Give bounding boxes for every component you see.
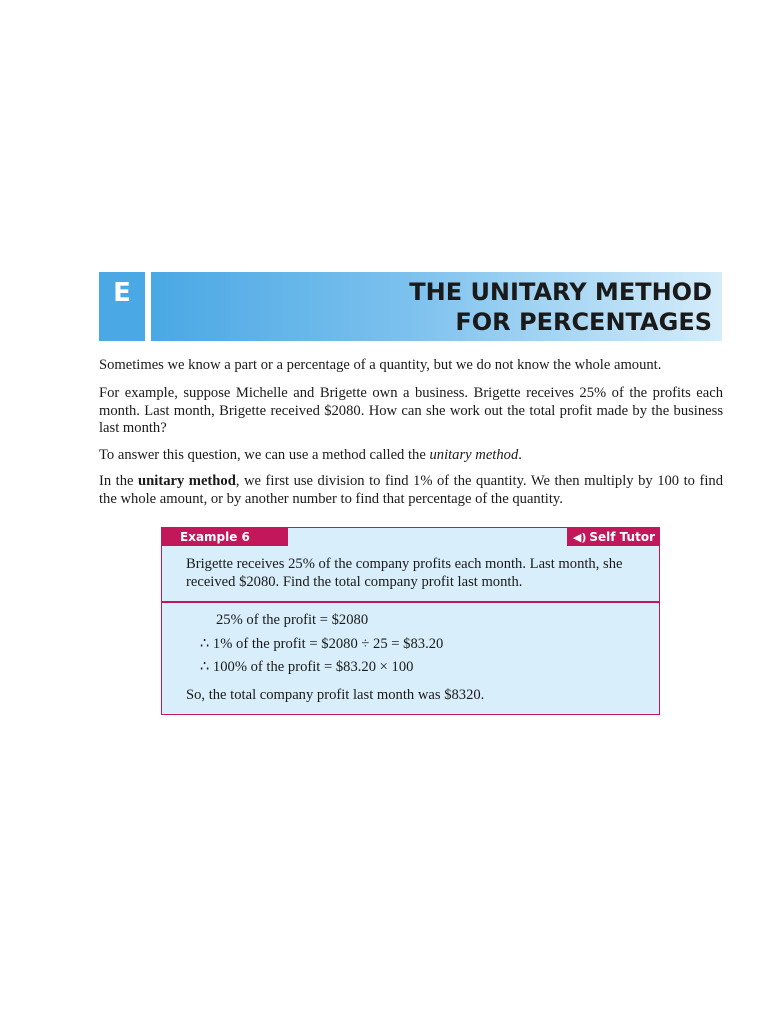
p3-term: unitary method xyxy=(429,447,519,463)
speaker-icon: ◀) xyxy=(572,531,587,544)
section-letter-box xyxy=(99,272,145,341)
method-definition-paragraph xyxy=(99,473,723,508)
section-header xyxy=(99,272,722,341)
example-divider xyxy=(162,601,659,603)
work-conclusion: So, the total company profit last month was $8320. xyxy=(186,687,485,703)
p4-text-after: , we first use division to find 1% of the quantity. We then multiply by 100 to find the whole amount, or by another number to find that percentage of the quantity. xyxy=(99,473,724,507)
section-letter: E xyxy=(113,278,131,308)
work-line-3: ∴ 100% of the profit = $83.20 × 100 xyxy=(200,659,414,675)
work-line-1: 25% of the profit = $2080 xyxy=(216,612,369,628)
example-box xyxy=(161,527,660,715)
example-label: Example 6 xyxy=(162,528,288,546)
example-scenario-paragraph: For example, suppose Michelle and Brigette own a business. Brigette receives 25% of the profits each month. Last month, Brigette received $2080. How can she work out the total profit made by the business last month? xyxy=(99,385,723,436)
self-tutor-label: Self Tutor xyxy=(589,530,655,544)
section-title-line2: FOR PERCENTAGES xyxy=(455,308,712,336)
p4-term: unitary method xyxy=(138,473,236,489)
section-title-line1: THE UNITARY METHOD xyxy=(409,278,712,306)
method-intro-paragraph xyxy=(99,447,723,465)
p3-text-after: . xyxy=(518,447,522,463)
section-title xyxy=(409,277,712,337)
section-title-bar xyxy=(151,272,722,341)
intro-paragraph: Sometimes we know a part or a percentage of a quantity, but we do not know the whole amount. xyxy=(99,357,662,373)
p3-text-before: To answer this question, we can use a method called the xyxy=(99,447,430,463)
work-line-2: ∴ 1% of the profit = $2080 ÷ 25 = $83.20 xyxy=(200,636,444,652)
p4-text-before: In the xyxy=(99,473,139,489)
self-tutor-button[interactable] xyxy=(567,528,659,546)
example-question: Brigette receives 25% of the company profits each month. Last month, she received $2080. Find the total company profit last month. xyxy=(186,556,623,590)
